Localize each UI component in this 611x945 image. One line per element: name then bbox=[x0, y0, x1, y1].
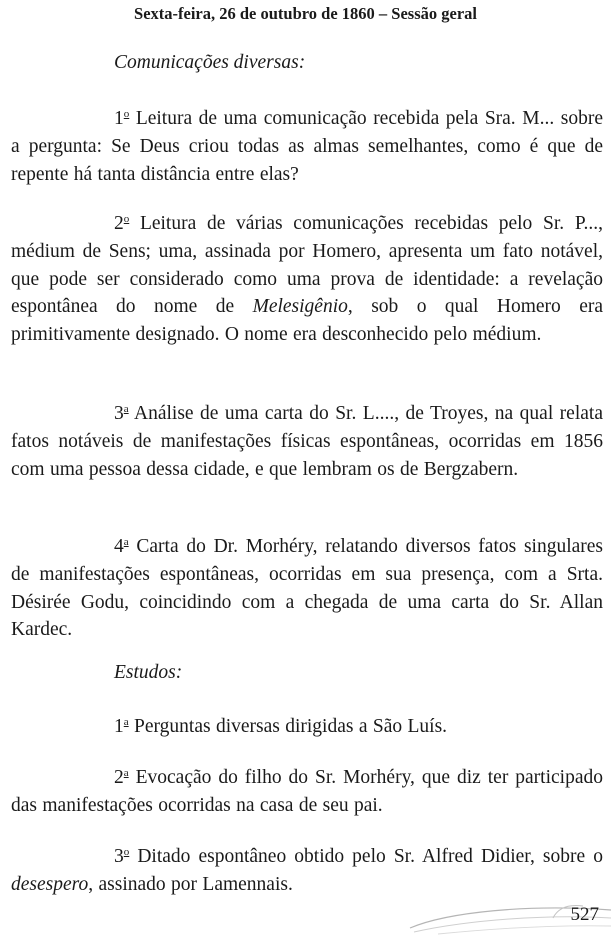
item-ordinal: 3$^o$ bbox=[114, 846, 130, 867]
item-ordinal: 2$^o$ bbox=[114, 213, 130, 234]
list-item: 4$^a$ Carta do Dr. Morhéry, relatando diversos fatos singulares de manifestações espontâneas, ocorridas em sua presença, com a Srta. Désirée Godu, coincidindo com a chegada de uma carta do Sr. Allan Kardec. bbox=[11, 536, 604, 641]
list-item: 2$^o$ Leitura de várias comunicações recebidas pelo Sr. P..., médium de Sens; uma, assinada por Homero, apresenta um fato notável, que pode ser considerado como uma prova de identidade: a revelação espontânea do nome de Melesigênio, sob o qual Homero era primitivamente designado. O nome era desconhecido pelo médium. bbox=[11, 213, 604, 346]
page-header: Sexta-feira, 26 de outubro de 1860 – Sessão geral bbox=[134, 4, 477, 23]
section-title-estudos: Estudos: bbox=[114, 662, 183, 683]
list-item: 1$^a$ Perguntas diversas dirigidas a São Luís. bbox=[114, 716, 448, 737]
item-ordinal: 1$^a$ bbox=[114, 716, 129, 737]
item-ordinal: 2$^a$ bbox=[114, 767, 129, 788]
item-ordinal: 4$^a$ bbox=[114, 536, 129, 557]
item-ordinal: 3$^a$ bbox=[114, 403, 129, 424]
list-item: 2$^a$ Evocação do filho do Sr. Morhéry, que diz ter participado das manifestações ocorridas na casa de seu pai. bbox=[11, 767, 603, 816]
list-item: 1$^o$ Leitura de uma comunicação recebida pela Sra. M... sobre a pergunta: Se Deus criou todas as almas semelhantes, como é que de repente há tanta distância entre elas? bbox=[11, 108, 604, 185]
page-number: 527 bbox=[570, 904, 599, 925]
list-item: 3$^o$ Ditado espontâneo obtido pelo Sr. Alfred Didier, sobre o desespero, assinado por Lamennais. bbox=[11, 846, 603, 895]
item-ordinal: 1$^o$ bbox=[114, 108, 130, 129]
list-item: 3$^a$ Análise de uma carta do Sr. L...., de Troyes, na qual relata fatos notáveis de manifestações físicas espontâneas, ocorridas em 1856 com uma pessoa dessa cidade, e que lembram os de Bergzabern. bbox=[11, 403, 603, 480]
section-title-comunicacoes: Comunicações diversas: bbox=[114, 52, 306, 73]
